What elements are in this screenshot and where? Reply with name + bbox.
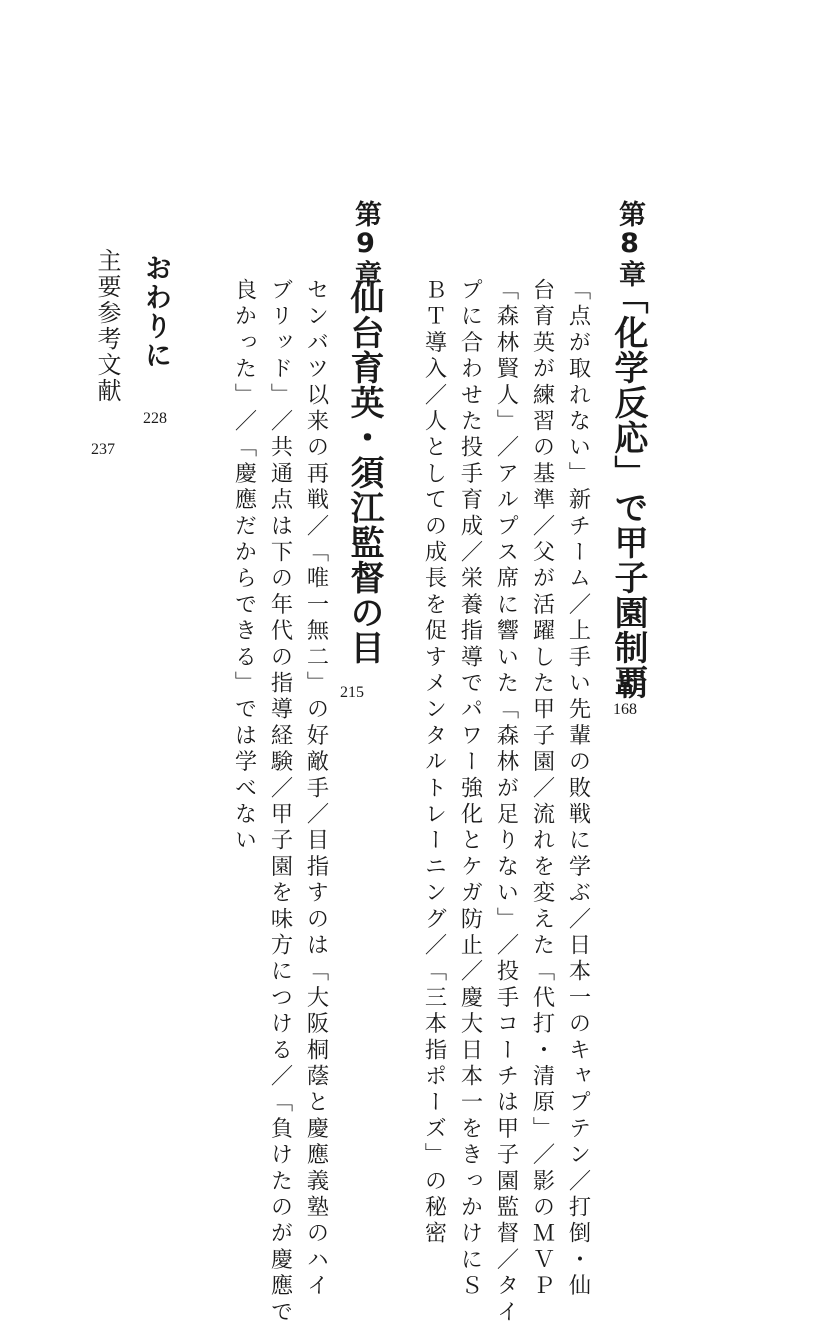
- chapter-8-title: 「化学反応」で甲子園制覇: [608, 280, 648, 700]
- afterword-page-number: 228: [143, 410, 167, 427]
- references-title: 主要参考文献: [93, 248, 121, 404]
- chapter-8-label: 第8章: [614, 200, 645, 288]
- chapter-8-body-line-4: プに合わせた投手育成／栄養指導でパワー強化とケガ防止／慶大日本一をきっかけにＳ: [457, 278, 483, 1300]
- afterword-title: おわりに: [140, 254, 171, 370]
- chapter-9-label: 第9章: [350, 200, 381, 288]
- chapter-8-body-line-5: ＢＴ導入／人としての成長を促すメンタルトレーニング／「三本指ポーズ」の秘密: [421, 278, 447, 1248]
- references-page-number: 237: [91, 441, 115, 458]
- chapter-8-body-line-2: 台育英が練習の基準／父が活躍した甲子園／流れを変えた「代打・清原」／影のＭＶＰ: [529, 278, 555, 1300]
- chapter-8-body-line-1: 「点が取れない」新チーム／上手い先輩の敗戦に学ぶ／日本一のキャプテン／打倒・仙: [565, 278, 591, 1300]
- chapter-9-title: 仙台育英・須江監督の目: [344, 280, 384, 665]
- chapter-9-body-line-3: 良かった」／「慶應だからできる」では学べない: [231, 278, 257, 855]
- chapter-8-body-line-3: 「森林賢人」／アルプス席に響いた「森林が足りない」／投手コーチは甲子園監督／タイ: [493, 278, 519, 1326]
- chapter-9-page-number: 215: [340, 684, 364, 701]
- chapter-9-body-line-1: センバツ以来の再戦／「唯一無二」の好敵手／目指すのは「大阪桐蔭と慶應義塾のハイ: [303, 278, 329, 1300]
- chapter-9-body-line-2: ブリッド」／共通点は下の年代の指導経験／甲子園を味方につける／「負けたのが慶應で: [267, 278, 293, 1326]
- chapter-8-page-number: 168: [613, 701, 637, 718]
